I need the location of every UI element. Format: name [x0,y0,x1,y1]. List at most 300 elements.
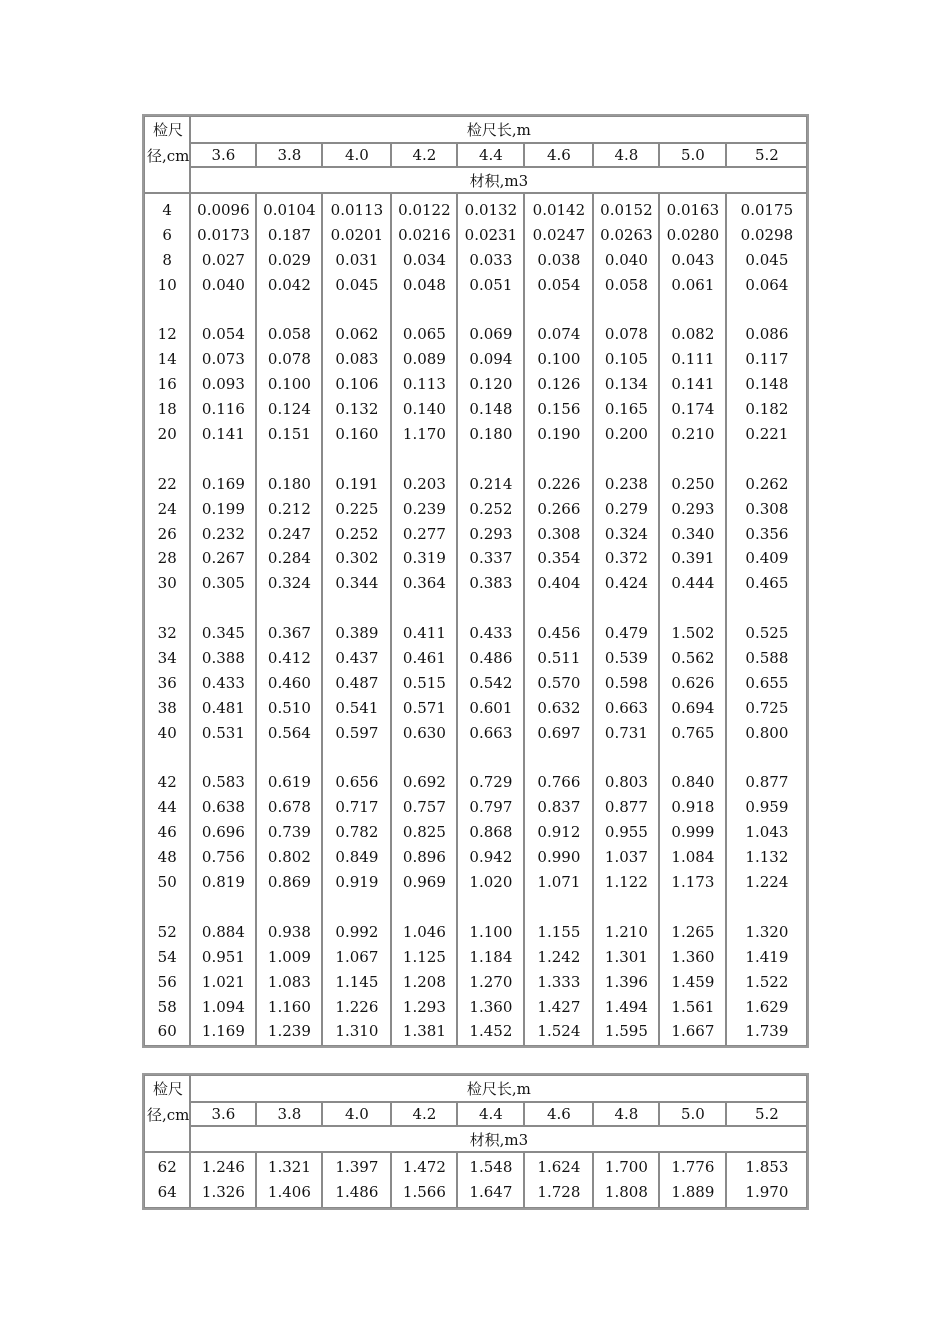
volume-cell: 1.043 [745,823,789,842]
volume-column [256,193,322,1046]
volume-cell: 0.869 [267,873,311,892]
volume-cell: 0.169 [201,474,245,493]
volume-column [726,1152,807,1208]
diameter-cell: 24 [157,499,177,518]
volume-cell: 0.782 [335,823,379,842]
volume-column [593,1152,659,1208]
volume-cell: 0.140 [402,400,446,419]
diameter-cell: 62 [157,1158,177,1176]
group-spacer [191,895,255,920]
group-spacer [323,298,390,323]
volume-cell: 0.100 [537,350,581,369]
volume-cell: 1.046 [402,922,446,941]
volume-cell: 0.942 [469,848,513,867]
volume-cell: 0.412 [267,649,311,668]
diameter-cell: 18 [157,400,177,419]
volume-cell: 0.038 [537,250,581,269]
group-spacer [392,447,456,472]
volume-cell: 0.324 [604,524,648,543]
volume-cell: 0.0280 [666,225,720,244]
volume-cell: 1.226 [335,997,379,1016]
volume-cell: 0.479 [604,624,648,643]
volume-cell: 0.797 [469,798,513,817]
volume-cell: 0.656 [335,773,379,792]
group-spacer [323,895,390,920]
volume-cell: 0.069 [469,325,513,344]
volume-cell: 0.106 [335,375,379,394]
volume-cell: 0.424 [604,574,648,593]
volume-cell: 1.246 [201,1158,245,1176]
volume-cell: 0.663 [604,698,648,717]
volume-column [457,193,524,1046]
volume-cell: 1.595 [604,1022,648,1041]
volume-cell: 0.045 [745,250,789,269]
volume-cell: 0.411 [402,624,446,643]
volume-cell: 1.397 [335,1158,379,1176]
volume-cell: 0.959 [745,798,789,817]
volume-cell: 0.156 [537,400,581,419]
volume-cell: 0.074 [537,325,581,344]
volume-column [391,1152,457,1208]
group-spacer [594,746,658,771]
group-spacer [392,298,456,323]
diameter-cell: 58 [157,997,177,1016]
volume-cell: 1.170 [402,425,446,444]
length-value: 5.0 [659,1102,726,1126]
volume-cell: 0.319 [402,549,446,568]
volume-cell: 0.302 [335,549,379,568]
volume-cell: 1.889 [671,1182,715,1201]
volume-cell: 0.0132 [464,201,518,219]
volume-cell: 0.697 [537,723,581,742]
volume-cell: 0.0216 [398,225,451,244]
volume-cell: 0.409 [745,549,789,568]
volume-cell: 0.539 [604,649,648,668]
volume-cell: 1.808 [604,1182,648,1201]
volume-cell: 0.678 [267,798,311,817]
volume-cell: 0.969 [402,873,446,892]
volume-cell: 0.239 [402,499,446,518]
volume-cell: 0.210 [671,425,715,444]
volume-cell: 1.494 [604,997,648,1016]
volume-cell: 0.562 [671,649,715,668]
group-spacer [145,895,189,920]
length-value: 3.8 [256,143,322,167]
diameter-cell: 32 [157,624,177,643]
diameter-cell: 28 [157,549,177,568]
volume-cell: 1.265 [671,922,715,941]
volume-cell: 0.919 [335,873,379,892]
volume-cell: 0.040 [604,250,648,269]
volume-cell: 1.020 [469,873,513,892]
length-value: 5.0 [659,143,726,167]
volume-cell: 0.308 [745,499,789,518]
volume-cell: 0.729 [469,773,513,792]
volume-cell: 0.0263 [600,225,653,244]
diameter-header-line2: 径,cm [147,147,190,165]
diameter-header-line1: 检尺 [153,121,184,139]
volume-cell: 0.597 [335,723,379,742]
group-spacer [525,447,592,472]
volume-cell: 0.619 [267,773,311,792]
group-spacer [392,895,456,920]
volume-cell: 0.433 [201,673,245,692]
volume-cell: 1.321 [267,1158,311,1176]
volume-column [726,193,807,1046]
volume-cell: 0.221 [745,425,789,444]
volume-cell: 1.145 [335,972,379,991]
volume-cell: 0.048 [402,275,446,294]
diameter-cell: 12 [157,325,177,344]
volume-cell: 0.034 [402,250,446,269]
volume-cell: 1.293 [402,997,446,1016]
volume-cell: 1.452 [469,1022,513,1041]
volume-cell: 0.571 [402,698,446,717]
volume-cell: 0.054 [201,325,245,344]
volume-cell: 0.389 [335,624,379,643]
volume-cell: 0.739 [267,823,311,842]
group-spacer [594,596,658,621]
group-spacer [727,746,806,771]
volume-column [457,1152,524,1208]
group-spacer [727,298,806,323]
volume-cell: 1.320 [745,922,789,941]
length-value: 4.8 [593,143,659,167]
volume-header: 材积,m3 [190,167,807,193]
volume-cell: 0.247 [267,524,311,543]
volume-cell: 0.564 [267,723,311,742]
group-spacer [727,596,806,621]
volume-cell: 0.840 [671,773,715,792]
volume-cell: 0.510 [267,698,311,717]
volume-cell: 0.404 [537,574,581,593]
diameter-cell: 46 [157,823,177,842]
group-spacer [323,447,390,472]
volume-cell: 0.058 [604,275,648,294]
group-spacer [145,746,189,771]
group-spacer [458,746,523,771]
volume-cell: 0.148 [469,400,513,419]
group-spacer [458,298,523,323]
length-header: 检尺长,m [190,1075,807,1102]
volume-cell: 0.383 [469,574,513,593]
volume-cell: 1.067 [335,947,379,966]
volume-cell: 0.086 [745,325,789,344]
volume-cell: 1.094 [201,997,245,1016]
volume-cell: 1.242 [537,947,581,966]
volume-cell: 1.970 [745,1182,789,1201]
diameter-cell: 36 [157,673,177,692]
volume-cell: 0.951 [201,947,245,966]
volume-cell: 0.868 [469,823,513,842]
volume-cell: 1.700 [604,1158,648,1176]
volume-cell: 1.472 [402,1158,446,1176]
diameter-cell: 42 [157,773,177,792]
group-spacer [525,298,592,323]
volume-cell: 0.324 [267,574,311,593]
volume-cell: 0.337 [469,549,513,568]
volume-cell: 1.381 [402,1022,446,1041]
volume-cell: 0.226 [537,474,581,493]
volume-cell: 0.033 [469,250,513,269]
volume-cell: 1.224 [745,873,789,892]
volume-cell: 1.208 [402,972,446,991]
volume-cell: 0.433 [469,624,513,643]
volume-cell: 1.396 [604,972,648,991]
volume-cell: 0.583 [201,773,245,792]
volume-cell: 0.093 [201,375,245,394]
volume-cell: 0.293 [469,524,513,543]
length-value: 5.2 [726,143,807,167]
volume-table-2 [142,1073,809,1210]
volume-cell: 0.078 [604,325,648,344]
volume-cell: 1.210 [604,922,648,941]
diameter-cell: 34 [157,649,177,668]
volume-cell: 0.262 [745,474,789,493]
volume-cell: 0.064 [745,275,789,294]
diameter-cell: 64 [157,1182,177,1201]
volume-cell: 0.364 [402,574,446,593]
volume-table-1 [142,114,809,1048]
volume-cell: 0.731 [604,723,648,742]
group-spacer [594,298,658,323]
group-spacer [257,746,321,771]
volume-cell: 0.252 [469,499,513,518]
volume-cell: 0.598 [604,673,648,692]
volume-cell: 0.199 [201,499,245,518]
length-value: 5.2 [726,1102,807,1126]
volume-cell: 0.214 [469,474,513,493]
volume-cell: 0.180 [469,425,513,444]
length-value: 4.2 [391,1102,457,1126]
volume-cell: 0.481 [201,698,245,717]
volume-cell: 1.239 [267,1022,311,1041]
volume-cell: 1.100 [469,922,513,941]
volume-cell: 0.267 [201,549,245,568]
group-spacer [525,746,592,771]
volume-column [524,1152,593,1208]
volume-cell: 0.203 [402,474,446,493]
volume-cell: 0.626 [671,673,715,692]
volume-cell: 0.0152 [600,201,653,219]
volume-cell: 0.266 [537,499,581,518]
volume-cell: 0.601 [469,698,513,717]
volume-cell: 0.999 [671,823,715,842]
volume-cell: 0.588 [745,649,789,668]
volume-cell: 0.165 [604,400,648,419]
volume-cell: 1.419 [745,947,789,966]
volume-cell: 0.918 [671,798,715,817]
volume-cell: 0.757 [402,798,446,817]
volume-cell: 1.776 [671,1158,715,1176]
volume-cell: 1.561 [671,997,715,1016]
volume-cell: 0.043 [671,250,715,269]
volume-cell: 0.100 [267,375,311,394]
volume-cell: 0.525 [745,624,789,643]
volume-cell: 0.460 [267,673,311,692]
volume-column [391,193,457,1046]
volume-cell: 1.021 [201,972,245,991]
length-value: 4.0 [322,1102,391,1126]
volume-cell: 0.444 [671,574,715,593]
diameter-cell: 48 [157,848,177,867]
volume-cell: 1.629 [745,997,789,1016]
group-spacer [392,746,456,771]
volume-cell: 0.391 [671,549,715,568]
volume-cell: 0.511 [537,649,581,668]
volume-column [322,1152,391,1208]
diameter-cell: 56 [157,972,177,991]
group-spacer [458,596,523,621]
volume-cell: 1.728 [537,1182,581,1201]
volume-cell: 0.487 [335,673,379,692]
volume-cell: 1.169 [201,1022,245,1041]
diameter-cell: 50 [157,873,177,892]
volume-cell: 1.566 [402,1182,446,1201]
volume-cell: 1.624 [537,1158,581,1176]
volume-cell: 0.570 [537,673,581,692]
volume-cell: 0.051 [469,275,513,294]
volume-cell: 0.094 [469,350,513,369]
volume-cell: 0.293 [671,499,715,518]
group-spacer [660,895,725,920]
volume-cell: 0.837 [537,798,581,817]
volume-cell: 1.524 [537,1022,581,1041]
volume-cell: 0.344 [335,574,379,593]
volume-cell: 0.029 [267,250,311,269]
volume-cell: 1.360 [671,947,715,966]
group-spacer [727,895,806,920]
volume-cell: 0.884 [201,922,245,941]
volume-column [593,193,659,1046]
group-spacer [323,746,390,771]
volume-cell: 0.372 [604,549,648,568]
volume-cell: 0.151 [267,425,311,444]
volume-cell: 0.117 [745,350,789,369]
volume-cell: 0.182 [745,400,789,419]
length-value: 4.8 [593,1102,659,1126]
volume-column [322,193,391,1046]
volume-cell: 0.134 [604,375,648,394]
diameter-cell: 54 [157,947,177,966]
volume-cell: 1.270 [469,972,513,991]
volume-cell: 0.0122 [398,201,451,219]
volume-column [256,1152,322,1208]
volume-cell: 0.141 [671,375,715,394]
diameter-cell: 26 [157,524,177,543]
group-spacer [594,895,658,920]
group-spacer [145,596,189,621]
volume-cell: 0.105 [604,350,648,369]
volume-cell: 0.308 [537,524,581,543]
diameter-column [144,1152,190,1208]
volume-cell: 0.089 [402,350,446,369]
diameter-cell: 60 [157,1022,177,1041]
volume-column [190,193,256,1046]
volume-cell: 0.912 [537,823,581,842]
group-spacer [660,298,725,323]
volume-cell: 0.042 [267,275,311,294]
group-spacer [191,746,255,771]
volume-cell: 0.078 [267,350,311,369]
volume-cell: 0.187 [267,225,311,244]
volume-cell: 1.122 [604,873,648,892]
volume-cell: 0.083 [335,350,379,369]
group-spacer [660,596,725,621]
volume-cell: 0.992 [335,922,379,941]
volume-cell: 0.058 [267,325,311,344]
group-spacer [392,596,456,621]
volume-cell: 0.515 [402,673,446,692]
diameter-cell: 14 [157,350,177,369]
volume-cell: 1.160 [267,997,311,1016]
volume-cell: 0.541 [335,698,379,717]
volume-cell: 1.071 [537,873,581,892]
volume-cell: 0.141 [201,425,245,444]
volume-cell: 1.853 [745,1158,789,1176]
volume-cell: 1.301 [604,947,648,966]
volume-cell: 1.132 [745,848,789,867]
length-value: 4.6 [524,1102,593,1126]
volume-cell: 0.082 [671,325,715,344]
volume-cell: 1.084 [671,848,715,867]
length-value: 4.2 [391,143,457,167]
volume-cell: 0.252 [335,524,379,543]
volume-cell: 1.739 [745,1022,789,1041]
group-spacer [257,298,321,323]
group-spacer [257,447,321,472]
length-value: 3.6 [190,143,256,167]
diameter-cell: 40 [157,723,177,742]
volume-cell: 0.027 [201,250,245,269]
volume-cell: 0.0231 [464,225,518,244]
volume-cell: 0.250 [671,474,715,493]
volume-cell: 1.155 [537,922,581,941]
diameter-cell: 22 [157,474,177,493]
diameter-cell: 38 [157,698,177,717]
volume-cell: 0.630 [402,723,446,742]
volume-cell: 0.849 [335,848,379,867]
volume-cell: 1.667 [671,1022,715,1041]
volume-cell: 0.113 [402,375,446,394]
volume-cell: 0.765 [671,723,715,742]
length-value: 4.4 [457,143,524,167]
volume-cell: 1.173 [671,873,715,892]
volume-cell: 1.125 [402,947,446,966]
volume-cell: 0.160 [335,425,379,444]
volume-cell: 0.126 [537,375,581,394]
volume-cell: 0.803 [604,773,648,792]
volume-cell: 0.938 [267,922,311,941]
volume-cell: 0.437 [335,649,379,668]
diameter-cell: 16 [157,375,177,394]
volume-cell: 0.388 [201,649,245,668]
volume-cell: 0.065 [402,325,446,344]
volume-cell: 1.083 [267,972,311,991]
group-spacer [458,895,523,920]
volume-cell: 0.877 [604,798,648,817]
diameter-cell: 8 [162,250,172,269]
table-body [144,193,807,1046]
volume-cell: 0.340 [671,524,715,543]
volume-cell: 0.663 [469,723,513,742]
volume-cell: 0.0173 [197,225,250,244]
diameter-header-line2: 径,cm [147,1106,190,1124]
volume-cell: 0.0104 [263,201,316,219]
volume-cell: 1.522 [745,972,789,991]
volume-cell: 0.111 [671,350,715,369]
volume-cell: 0.120 [469,375,513,394]
